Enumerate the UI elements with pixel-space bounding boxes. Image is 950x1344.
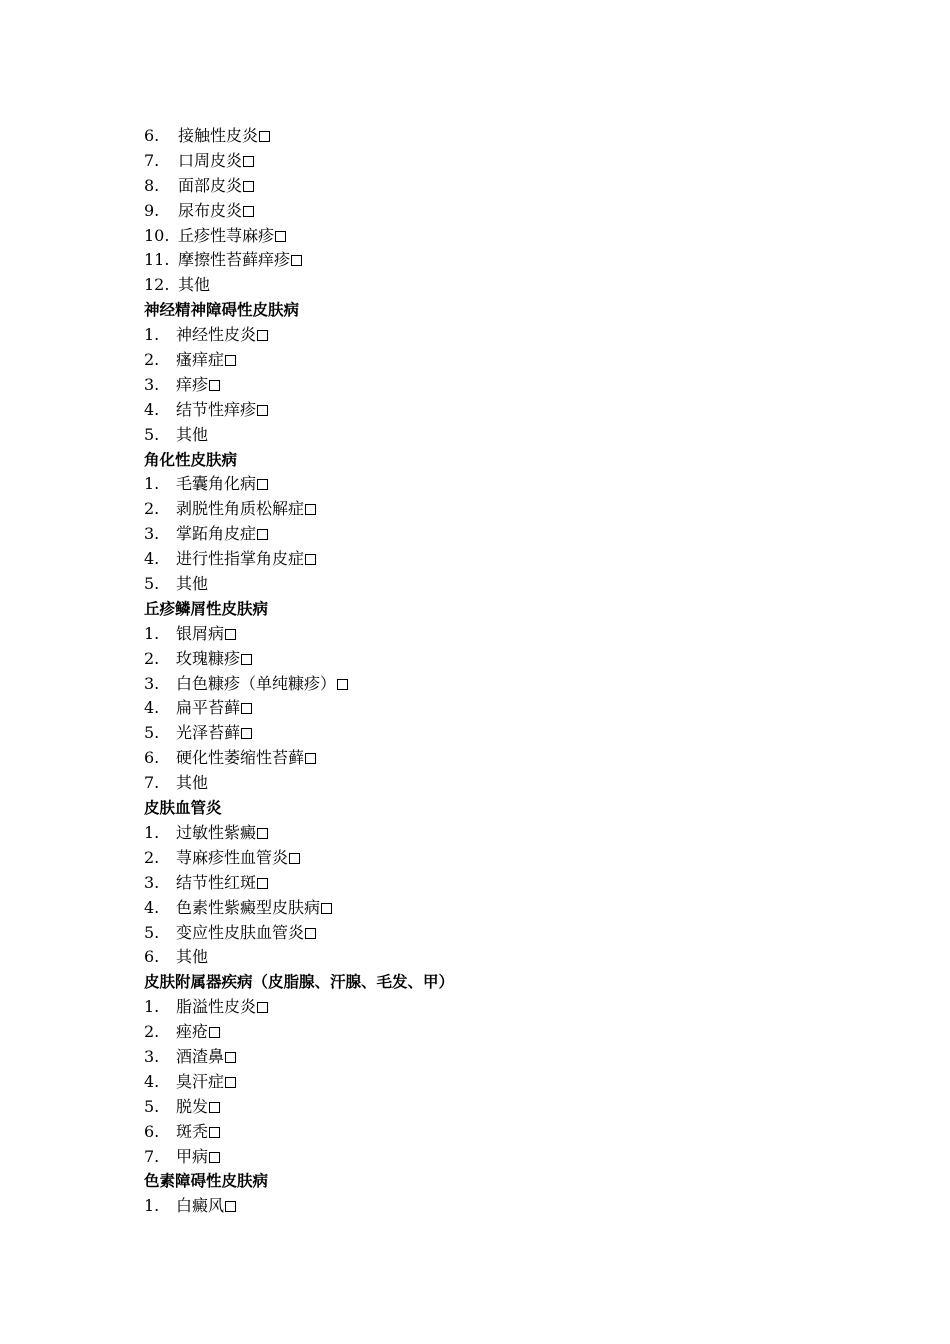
list-item-label: 其他 (176, 574, 209, 594)
list-item-number: 6. (144, 1121, 160, 1141)
checkbox[interactable] (241, 654, 252, 665)
list-item (144, 846, 844, 871)
list-item-label: 其他 (178, 275, 211, 295)
document-page (144, 124, 844, 1219)
list-item-label: 银屑病 (176, 623, 225, 643)
list-item-label: 光泽苔藓 (176, 723, 241, 743)
list-item (144, 1020, 844, 1045)
list-item (144, 622, 844, 647)
list-item-label: 口周皮炎 (178, 150, 243, 170)
list-item (144, 398, 844, 423)
list-item (144, 248, 844, 273)
list-item-label: 结节性痒疹 (176, 399, 257, 419)
list-item (144, 149, 844, 174)
list-item (144, 771, 844, 796)
list-item-number: 9. (144, 200, 160, 220)
list-item-number: 5. (144, 723, 160, 743)
list-item-number: 6. (144, 947, 160, 967)
list-item (144, 124, 844, 149)
checkbox[interactable] (337, 679, 348, 690)
list-item (144, 1045, 844, 1070)
checkbox[interactable] (257, 405, 268, 416)
list-item-label: 毛囊角化病 (176, 474, 257, 494)
list-item-number: 2. (144, 1022, 160, 1042)
section-heading: 神经精神障碍性皮肤病 (144, 301, 300, 320)
list-item-label: 酒渣鼻 (176, 1046, 225, 1066)
checkbox[interactable] (305, 753, 316, 764)
list-item (144, 174, 844, 199)
list-item (144, 1070, 844, 1095)
checkbox[interactable] (225, 1077, 236, 1088)
checkbox[interactable] (243, 206, 254, 217)
list-item (144, 896, 844, 921)
list-item (144, 721, 844, 746)
list-item-label: 掌跖角皮症 (176, 524, 257, 544)
list-item-number: 1. (144, 822, 160, 842)
list-item-label: 其他 (176, 424, 209, 444)
list-item-label: 摩擦性苔藓痒疹 (178, 250, 291, 270)
checkbox[interactable] (321, 903, 332, 914)
list-item-label: 尿布皮炎 (178, 200, 243, 220)
list-item (144, 572, 844, 597)
list-item-number: 5. (144, 922, 160, 942)
list-item-number: 2. (144, 499, 160, 519)
checkbox[interactable] (241, 728, 252, 739)
checkbox[interactable] (291, 255, 302, 266)
list-item-number: 4. (144, 549, 160, 569)
checkbox[interactable] (259, 131, 270, 142)
section-heading: 色素障碍性皮肤病 (144, 1172, 269, 1191)
list-item (144, 323, 844, 348)
list-item-label: 其他 (176, 947, 209, 967)
checkbox[interactable] (305, 928, 316, 939)
list-item-number: 4. (144, 698, 160, 718)
checkbox[interactable] (289, 853, 300, 864)
checkbox[interactable] (225, 1201, 236, 1212)
checkbox[interactable] (305, 554, 316, 565)
list-item-number: 11. (144, 250, 170, 270)
checkbox[interactable] (209, 1152, 220, 1163)
list-item (144, 472, 844, 497)
list-item-number: 2. (144, 648, 160, 668)
list-item-label: 瘙痒症 (176, 350, 225, 370)
list-item-label: 过敏性紫癜 (176, 822, 257, 842)
list-item (144, 522, 844, 547)
list-item-label: 甲病 (176, 1146, 209, 1166)
checkbox[interactable] (225, 629, 236, 640)
list-item-label: 变应性皮肤血管炎 (176, 922, 305, 942)
list-item-label: 臭汗症 (176, 1071, 225, 1091)
list-item-number: 5. (144, 574, 160, 594)
list-item (144, 1194, 844, 1219)
list-item (144, 746, 844, 771)
list-item-label: 色素性紫癜型皮肤病 (176, 897, 321, 917)
list-item-label: 扁平苔藓 (176, 698, 241, 718)
list-item (144, 1145, 844, 1170)
checkbox[interactable] (257, 1002, 268, 1013)
list-item-number: 3. (144, 673, 160, 693)
list-item-label: 剥脱性角质松解症 (176, 499, 305, 519)
checkbox[interactable] (257, 479, 268, 490)
list-item-label: 斑秃 (176, 1121, 209, 1141)
list-item (144, 497, 844, 522)
list-item (144, 547, 844, 572)
list-item-label: 白色糠疹（单纯糠疹） (176, 673, 337, 693)
list-item-number: 2. (144, 350, 160, 370)
list-item (144, 224, 844, 249)
checkbox[interactable] (209, 1102, 220, 1113)
checkbox[interactable] (209, 1027, 220, 1038)
checkbox[interactable] (275, 231, 286, 242)
list-item-number: 6. (144, 126, 160, 145)
list-item-number: 3. (144, 524, 160, 544)
checkbox[interactable] (257, 828, 268, 839)
section-heading: 皮肤附属器疾病（皮脂腺、汗腺、毛发、甲） (144, 973, 455, 992)
list-item-number: 7. (144, 150, 160, 170)
list-item (144, 273, 844, 298)
list-item-label: 面部皮炎 (178, 175, 243, 195)
list-item-number: 4. (144, 897, 160, 917)
list-item-number: 2. (144, 847, 160, 867)
list-item-label: 荨麻疹性血管炎 (176, 847, 289, 867)
checkbox[interactable] (257, 878, 268, 889)
list-item (144, 1095, 844, 1120)
section-heading: 皮肤血管炎 (144, 799, 222, 818)
list-item-label: 结节性红斑 (176, 872, 257, 892)
list-item (144, 921, 844, 946)
list-item-number: 1. (144, 623, 160, 643)
section-heading: 角化性皮肤病 (144, 450, 238, 469)
list-item-number: 3. (144, 1046, 160, 1066)
list-item (144, 1120, 844, 1145)
checkbox[interactable] (305, 504, 316, 515)
list-item-label: 痒疹 (176, 374, 209, 394)
list-item-number: 1. (144, 474, 160, 494)
list-item-label: 进行性指掌角皮症 (176, 549, 305, 569)
list-item (144, 373, 844, 398)
list-item-number: 4. (144, 1071, 160, 1091)
checkbox[interactable] (243, 181, 254, 192)
list-item (144, 696, 844, 721)
list-item-label: 其他 (176, 773, 209, 793)
section-heading: 丘疹鳞屑性皮肤病 (144, 599, 269, 618)
list-item-number: 1. (144, 997, 160, 1017)
list-item-label: 接触性皮炎 (178, 126, 259, 145)
list-item (144, 647, 844, 672)
list-item (144, 348, 844, 373)
list-item-label: 白癜风 (176, 1196, 225, 1216)
list-item-number: 3. (144, 872, 160, 892)
list-item-number: 12. (144, 275, 170, 295)
list-item-number: 10. (144, 225, 170, 245)
list-item-label: 脂溢性皮炎 (176, 997, 257, 1017)
checkbox[interactable] (209, 380, 220, 391)
checkbox[interactable] (243, 156, 254, 167)
list-item-number: 3. (144, 374, 160, 394)
list-item-number: 7. (144, 1146, 160, 1166)
list-item-number: 1. (144, 1196, 160, 1216)
list-item (144, 672, 844, 697)
list-item-number: 4. (144, 399, 160, 419)
list-item-number: 1. (144, 325, 160, 345)
checkbox[interactable] (257, 529, 268, 540)
list-item-label: 硬化性萎缩性苔藓 (176, 748, 305, 768)
list-item-number: 5. (144, 1096, 160, 1116)
list-item-number: 6. (144, 748, 160, 768)
list-item (144, 871, 844, 896)
checkbox[interactable] (225, 1052, 236, 1063)
list-item-label: 神经性皮炎 (176, 325, 257, 345)
list-item (144, 423, 844, 448)
checkbox[interactable] (257, 330, 268, 341)
list-item-number: 5. (144, 424, 160, 444)
list-item-label: 丘疹性荨麻疹 (178, 225, 275, 245)
list-item-number: 8. (144, 175, 160, 195)
list-item-label: 玫瑰糠疹 (176, 648, 241, 668)
list-item (144, 199, 844, 224)
checkbox[interactable] (209, 1127, 220, 1138)
list-item-label: 脱发 (176, 1096, 209, 1116)
list-item-number: 7. (144, 773, 160, 793)
list-item-label: 痤疮 (176, 1022, 209, 1042)
list-item (144, 945, 844, 970)
list-item (144, 995, 844, 1020)
checkbox[interactable] (241, 703, 252, 714)
checkbox[interactable] (225, 355, 236, 366)
list-item (144, 821, 844, 846)
